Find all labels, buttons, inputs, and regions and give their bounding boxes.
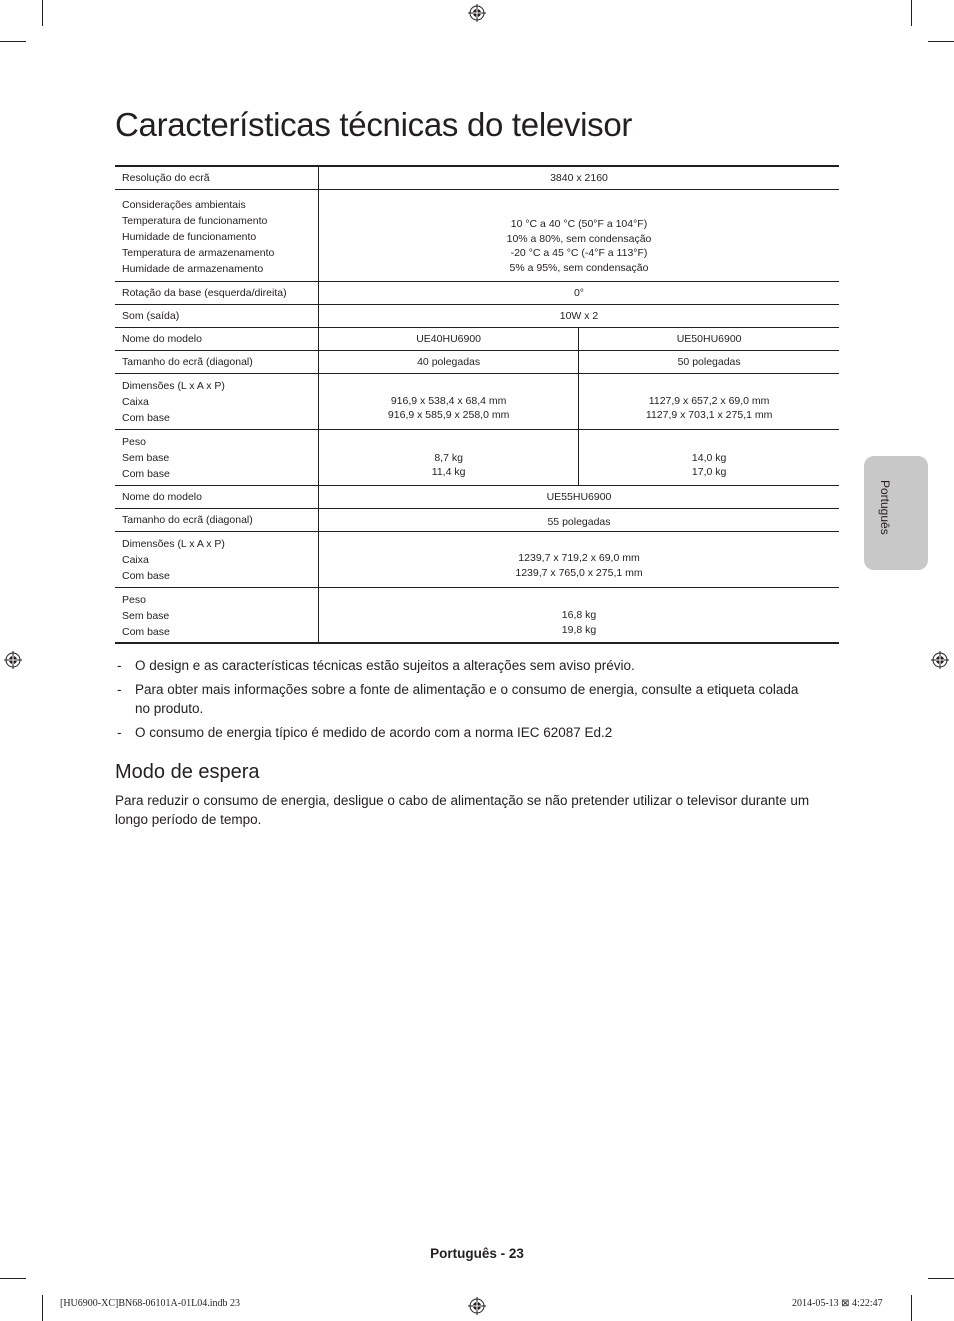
row-value: 10 °C a 40 °C (50°F a 104°F) 10% a 80%, sem condensação -20 °C a 45 °C (-4°F a 113°F) 5% a 95%, sem condensação: [319, 189, 840, 281]
row-label: Peso Sem base Com base: [115, 587, 319, 643]
row-value: 8,7 kg 11,4 kg: [319, 429, 579, 485]
bullet-dash: -: [117, 658, 122, 673]
section-heading: Modo de espera: [115, 761, 260, 783]
crop-mark: [42, 0, 43, 26]
table-row: [115, 166, 839, 189]
row-value: 55 polegadas: [319, 508, 840, 531]
list-item: - O design e as características técnicas estão sujeitos a alterações sem aviso prévio.: [117, 658, 635, 673]
page-footer: Português - 23: [430, 1246, 524, 1261]
list-item: - O consumo de energia típico é medido de acordo com a norma IEC 62087 Ed.2: [117, 725, 613, 740]
row-value: 1239,7 x 719,2 x 69,0 mm 1239,7 x 765,0 x 275,1 mm: [319, 531, 840, 587]
registration-mark-icon: [468, 1297, 486, 1315]
table-row: [115, 531, 839, 587]
page-title: Características técnicas do televisor: [115, 106, 633, 143]
crop-mark: [911, 0, 912, 26]
spec-table: [115, 165, 839, 644]
crop-mark: [928, 1278, 954, 1279]
row-value: 40 polegadas: [319, 350, 579, 373]
registration-mark-icon: [931, 651, 949, 669]
registration-mark-icon: [4, 651, 22, 669]
registration-mark-icon: [468, 4, 486, 22]
row-label: Nome do modelo: [115, 327, 319, 350]
row-label: Tamanho do ecrã (diagonal): [115, 350, 319, 373]
print-slug-file: [HU6900-XC]BN68-06101A-01L04.indb 23: [60, 1298, 240, 1309]
notes-list: [115, 656, 815, 747]
row-label: Peso Sem base Com base: [115, 429, 319, 485]
table-row: [115, 189, 839, 281]
section-paragraph: Para reduzir o consumo de energia, desligue o cabo de alimentação se não pretender utilizar o televisor durante um longo período de tempo.: [115, 793, 810, 827]
row-value: UE55HU6900: [319, 485, 840, 508]
row-label: Nome do modelo: [115, 485, 319, 508]
row-value: UE40HU6900: [319, 327, 579, 350]
table-row: [115, 373, 839, 429]
bullet-dash: -: [117, 725, 122, 740]
language-side-tab: [864, 456, 928, 570]
table-row: [115, 429, 839, 485]
table-row: [115, 587, 839, 643]
row-label: Considerações ambientais Temperatura de funcionamento Humidade de funcionamento Temperatura de armazenamento Humidade de armazenamento: [115, 189, 319, 281]
row-label: Tamanho do ecrã (diagonal): [115, 508, 319, 531]
row-value: 1127,9 x 657,2 x 69,0 mm 1127,9 x 703,1 x 275,1 mm: [579, 373, 839, 429]
row-label: Rotação da base (esquerda/direita): [115, 281, 319, 304]
crop-mark: [0, 41, 26, 42]
row-value: 0°: [319, 281, 840, 304]
row-value: 3840 x 2160: [319, 166, 840, 189]
row-label: Resolução do ecrã: [115, 166, 319, 189]
row-label: Som (saída): [115, 304, 319, 327]
row-value: 10W x 2: [319, 304, 840, 327]
row-value: 50 polegadas: [579, 350, 839, 373]
crop-mark: [911, 1295, 912, 1321]
crop-mark: [928, 41, 954, 42]
table-row: [115, 485, 839, 508]
row-value: UE50HU6900: [579, 327, 839, 350]
table-row: [115, 350, 839, 373]
row-value: 16,8 kg 19,8 kg: [319, 587, 840, 643]
row-value: 14,0 kg 17,0 kg: [579, 429, 839, 485]
crop-mark: [0, 1278, 26, 1279]
bullet-dash: -: [117, 682, 122, 697]
row-label: Dimensões (L x A x P) Caixa Com base: [115, 373, 319, 429]
row-value: 916,9 x 538,4 x 68,4 mm 916,9 x 585,9 x 258,0 mm: [319, 373, 579, 429]
table-row: [115, 304, 839, 327]
table-row: [115, 327, 839, 350]
print-slug-datetime: 2014-05-13 ⊠ 4:22:47: [792, 1298, 883, 1309]
table-row: [115, 281, 839, 304]
crop-mark: [42, 1295, 43, 1321]
table-row: [115, 508, 839, 531]
row-label: Dimensões (L x A x P) Caixa Com base: [115, 531, 319, 587]
side-tab-label: Português: [878, 480, 892, 535]
list-item: - Para obter mais informações sobre a fonte de alimentação e o consumo de energia, consulte a etiqueta colada no produto.: [117, 682, 799, 716]
